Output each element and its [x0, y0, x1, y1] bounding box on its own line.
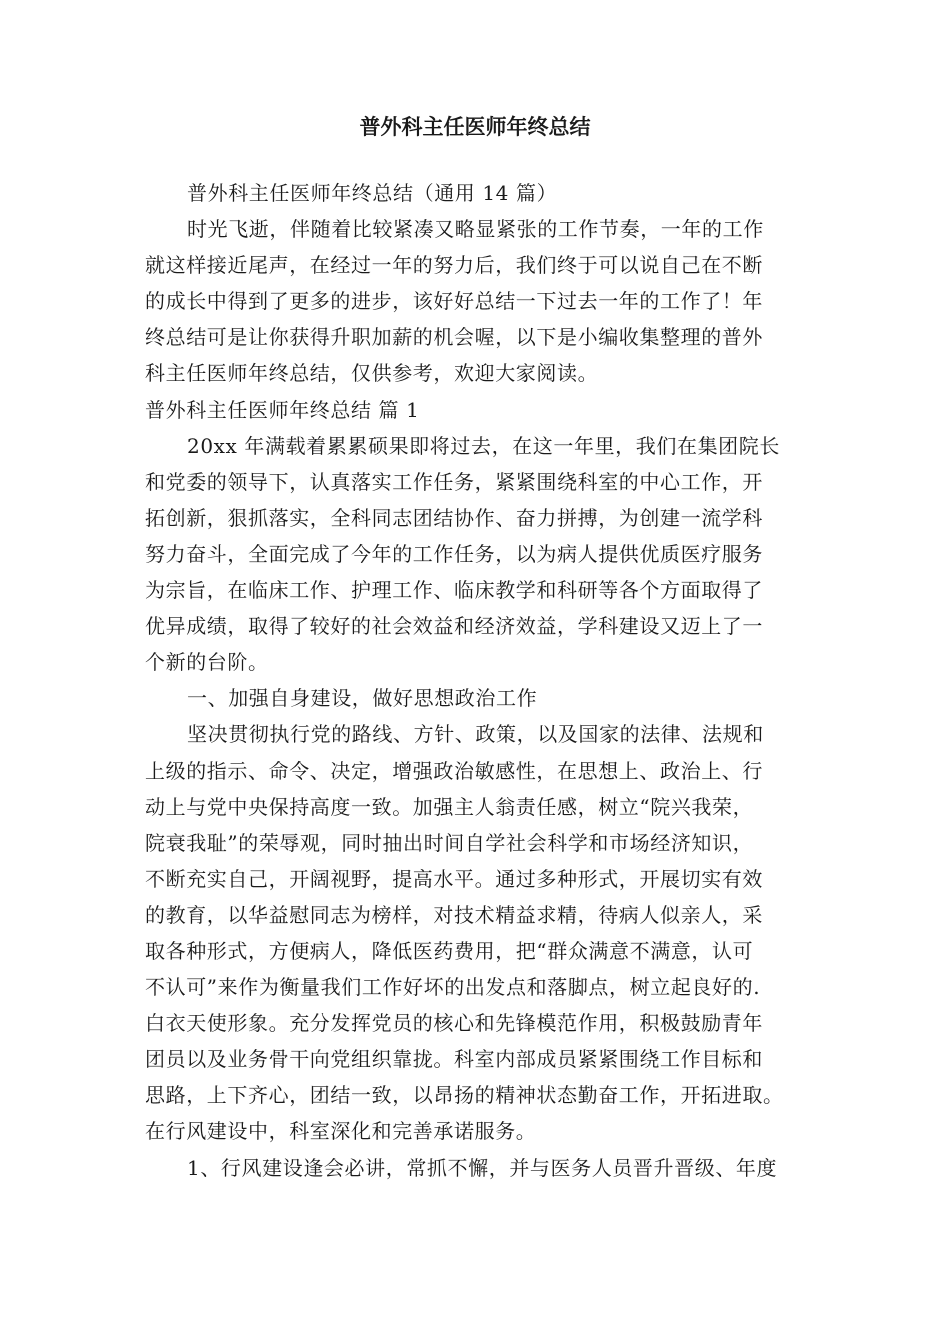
- text-line: 和党委的领导下，认真落实工作任务，紧紧围绕科室的中心工作，开: [145, 469, 763, 494]
- text-line: 20xx 年满载着累累硕果即将过去，在这一年里，我们在集团院长: [187, 433, 780, 458]
- text-line: 终总结可是让你获得升职加薪的机会喔，以下是小编收集整理的普外: [145, 325, 763, 350]
- text-line: 不断充实自己，开阔视野，提高水平。通过多种形式，开展切实有效: [145, 866, 763, 891]
- text-line: 的成长中得到了更多的进步，该好好总结一下过去一年的工作了！年: [145, 289, 763, 314]
- document-body: [145, 175, 810, 1186]
- document-title: 普外科主任医师年终总结: [359, 114, 591, 139]
- text-line: 个新的台阶。: [145, 650, 269, 675]
- text-line: 优异成绩，取得了较好的社会效益和经济效益，学科建设又迈上了一: [145, 614, 763, 639]
- text-line: 一、加强自身建设，做好思想政治工作: [187, 686, 538, 711]
- text-line: 普外科主任医师年终总结 篇 1: [145, 397, 420, 422]
- text-line: 院衰我耻”的荣辱观，同时抽出时间自学社会科学和市场经济知识，: [145, 830, 754, 855]
- text-line: 的教育，以华益慰同志为榜样，对技术精益求精，待病人似亲人，采: [145, 902, 763, 927]
- text-line: 1、行风建设逢会必讲，常抓不懈，并与医务人员晋升晋级、年度: [187, 1155, 778, 1180]
- text-line: 上级的指示、命令、决定，增强政治敏感性，在思想上、政治上、行: [145, 758, 763, 783]
- text-line: 普外科主任医师年终总结（通用 14 篇）: [187, 181, 558, 205]
- text-line: 取各种形式，方便病人，降低医药费用，把“群众满意不满意，认可: [145, 938, 754, 963]
- text-line: 在行风建设中，科室深化和完善承诺服务。: [145, 1119, 537, 1144]
- text-line: 白衣天使形象。充分发挥党员的核心和先锋模范作用，积极鼓励青年: [145, 1011, 763, 1036]
- text-line: 为宗旨，在临床工作、护理工作、临床教学和科研等各个方面取得了: [145, 578, 763, 603]
- text-line: 不认可”来作为衡量我们工作好坏的出发点和落脚点，树立起良好的.: [145, 975, 761, 1000]
- text-line: 思路，上下齐心，团结一致，以昂扬的精神状态勤奋工作，开拓进取。: [145, 1083, 784, 1108]
- text-line: 就这样接近尾声，在经过一年的努力后，我们终于可以说自己在不断: [145, 253, 763, 278]
- text-line: 努力奋斗，全面完成了今年的工作任务，以为病人提供优质医疗服务: [145, 541, 763, 566]
- text-line: 团员以及业务骨干向党组织靠拢。科室内部成员紧紧围绕工作目标和: [145, 1047, 763, 1072]
- text-line: 科主任医师年终总结，仅供参考，欢迎大家阅读。: [145, 361, 599, 386]
- text-line: 坚决贯彻执行党的路线、方针、政策，以及国家的法律、法规和: [187, 722, 764, 747]
- text-line: 拓创新，狠抓落实，全科同志团结协作、奋力拼搏，为创建一流学科: [145, 505, 763, 530]
- text-line: 动上与党中央保持高度一致。加强主人翁责任感，树立“院兴我荣，: [145, 794, 754, 819]
- text-line: 时光飞逝，伴随着比较紧凑又略显紧张的工作节奏，一年的工作: [187, 217, 764, 242]
